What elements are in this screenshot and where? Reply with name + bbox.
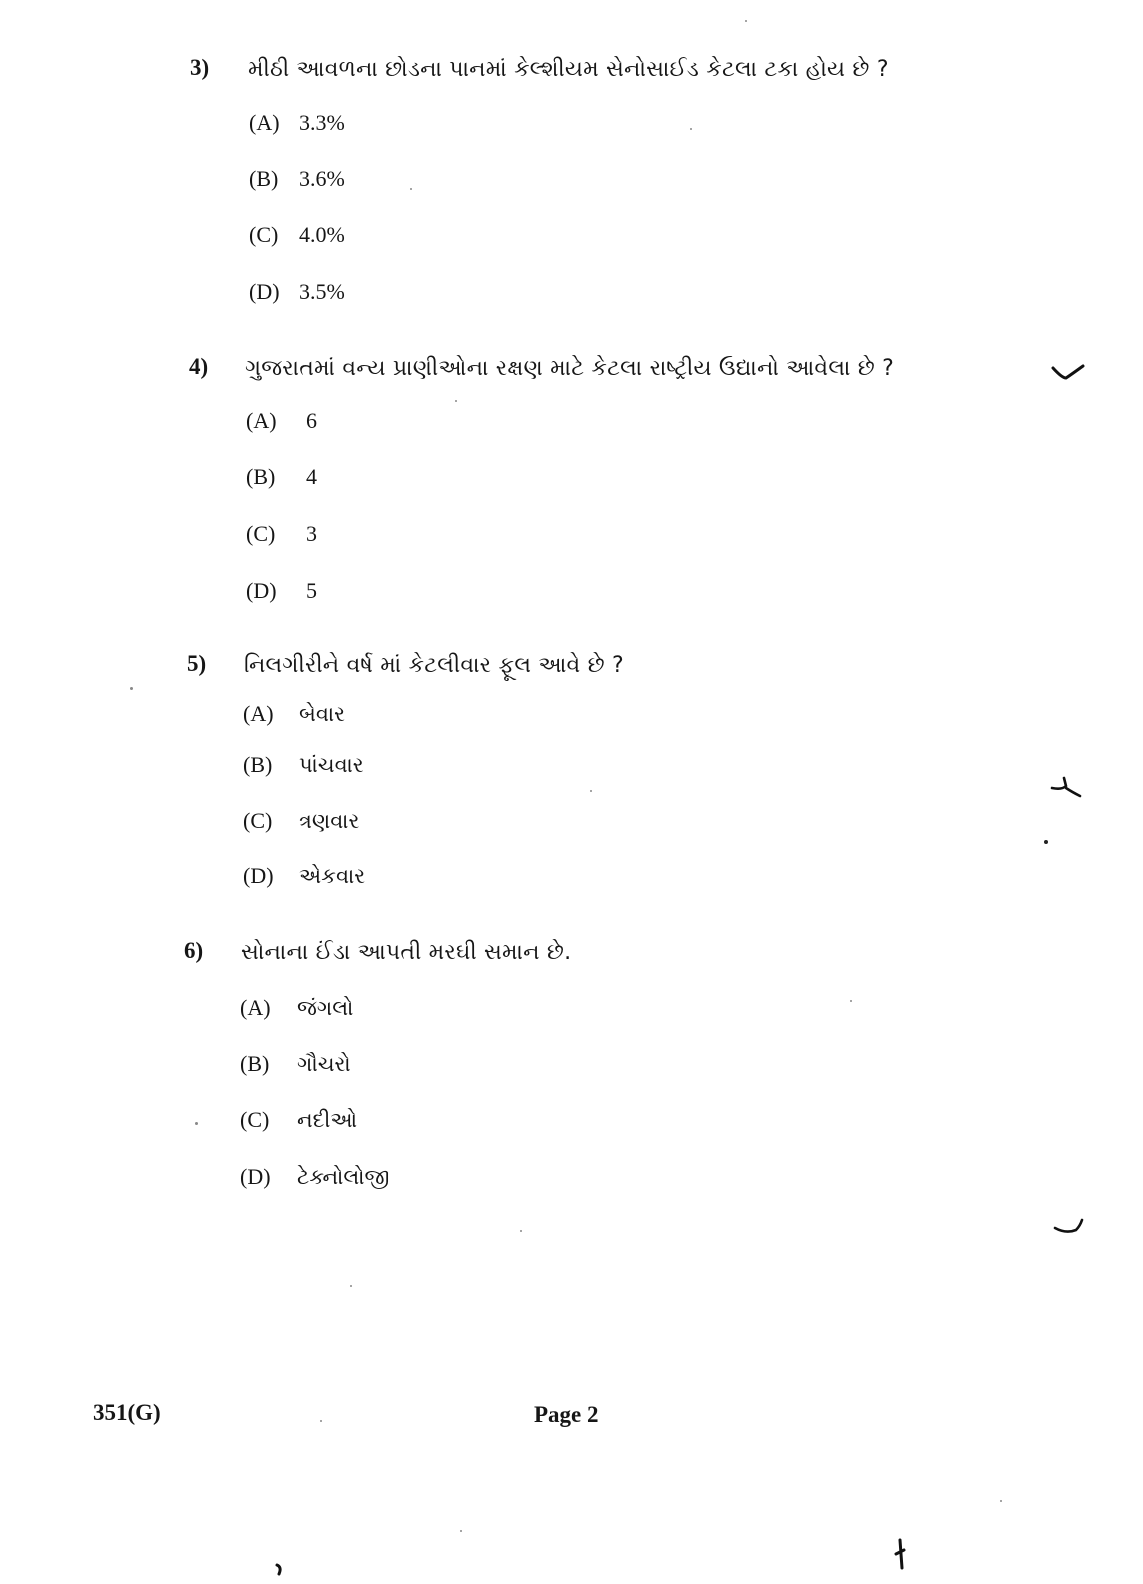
scan-speck	[590, 790, 592, 792]
ink-mark-icon	[272, 1562, 286, 1578]
ink-mark-icon	[890, 1538, 910, 1572]
scan-speck	[455, 400, 457, 402]
option-d	[243, 863, 365, 889]
option-text: ગૌચરો	[297, 1052, 351, 1076]
option-letter: (C)	[240, 1107, 270, 1132]
scan-speck	[1044, 840, 1048, 844]
option-c	[240, 1107, 357, 1133]
option-letter: (D)	[246, 578, 277, 603]
option-a	[246, 408, 317, 434]
option-text: 3.3%	[299, 110, 345, 135]
option-letter: (B)	[243, 752, 273, 777]
option-letter: (C)	[249, 222, 279, 247]
question-number: 5)	[187, 651, 207, 676]
question-number: 4)	[189, 354, 209, 379]
option-letter: (C)	[246, 521, 276, 546]
question-text: મીઠી આવળના છોડના પાનમાં કેલ્શીયમ સેનોસાઈડ કેટલા ટકા હોય છે ?	[248, 57, 889, 82]
tick-mark-icon	[1048, 776, 1084, 804]
option-letter: (B)	[246, 464, 276, 489]
option-letter: (C)	[243, 808, 273, 833]
option-d	[240, 1164, 389, 1190]
scan-speck	[520, 1230, 522, 1232]
paper-code: 351(G)	[93, 1400, 161, 1425]
option-letter: (A)	[243, 701, 274, 726]
scan-speck	[850, 1000, 852, 1002]
scan-speck	[410, 188, 412, 190]
option-letter: (A)	[240, 995, 271, 1020]
option-letter: (B)	[249, 166, 279, 191]
option-b	[246, 464, 317, 490]
option-text: પાંચવાર	[299, 753, 364, 777]
scan-speck	[350, 1285, 352, 1287]
option-letter: (D)	[240, 1164, 271, 1189]
scan-speck	[195, 1122, 198, 1125]
option-letter: (A)	[249, 110, 280, 135]
option-text: ટેક્નોલોજી	[297, 1165, 390, 1189]
page-number: Page 2	[534, 1402, 599, 1427]
question-number: 3)	[190, 55, 210, 80]
option-text: 3.6%	[299, 166, 345, 191]
question-number: 6)	[184, 938, 204, 963]
option-text: નદીઓ	[297, 1108, 358, 1132]
option-letter: (A)	[246, 408, 277, 433]
option-text: 5	[306, 578, 317, 603]
option-d	[249, 279, 345, 305]
option-text: બેવાર	[299, 702, 345, 726]
option-d	[246, 578, 317, 604]
option-text: જંગલો	[297, 996, 354, 1020]
option-letter: (D)	[249, 279, 280, 304]
scan-speck	[320, 1420, 322, 1422]
scan-speck	[1000, 1500, 1002, 1502]
option-text: 4.0%	[299, 222, 345, 247]
option-text: 3.5%	[299, 279, 345, 304]
option-b	[240, 1051, 351, 1077]
option-a	[243, 701, 345, 727]
option-text: 6	[306, 408, 317, 433]
question-text: સોનાના ઈંડા આપતી મરઘી સમાન છે.	[241, 940, 572, 965]
option-text: ત્રણવાર	[299, 809, 360, 833]
scan-speck	[130, 687, 133, 690]
scan-speck	[745, 20, 747, 22]
tick-mark-icon	[1050, 360, 1086, 384]
option-a	[240, 995, 353, 1021]
option-c	[246, 521, 317, 547]
scan-speck	[690, 128, 692, 130]
option-text: 3	[306, 521, 317, 546]
option-letter: (D)	[243, 863, 274, 888]
scan-speck	[460, 1530, 462, 1532]
option-b	[249, 166, 345, 192]
option-a	[249, 110, 345, 136]
tick-mark-icon	[1052, 1218, 1088, 1240]
question-text: નિલગીરીને વર્ષ માં કેટલીવાર ફૂલ આવે છે ?	[244, 653, 624, 678]
option-letter: (B)	[240, 1051, 270, 1076]
option-b	[243, 752, 364, 778]
option-text: એકવાર	[299, 864, 366, 888]
option-c	[249, 222, 345, 248]
question-text: ગુજરાતમાં વન્ય પ્રાણીઓના રક્ષણ માટે કેટલા રાષ્ટ્રીય ઉદ્યાનો આવેલા છે ?	[245, 356, 895, 381]
option-c	[243, 808, 359, 834]
option-text: 4	[306, 464, 317, 489]
